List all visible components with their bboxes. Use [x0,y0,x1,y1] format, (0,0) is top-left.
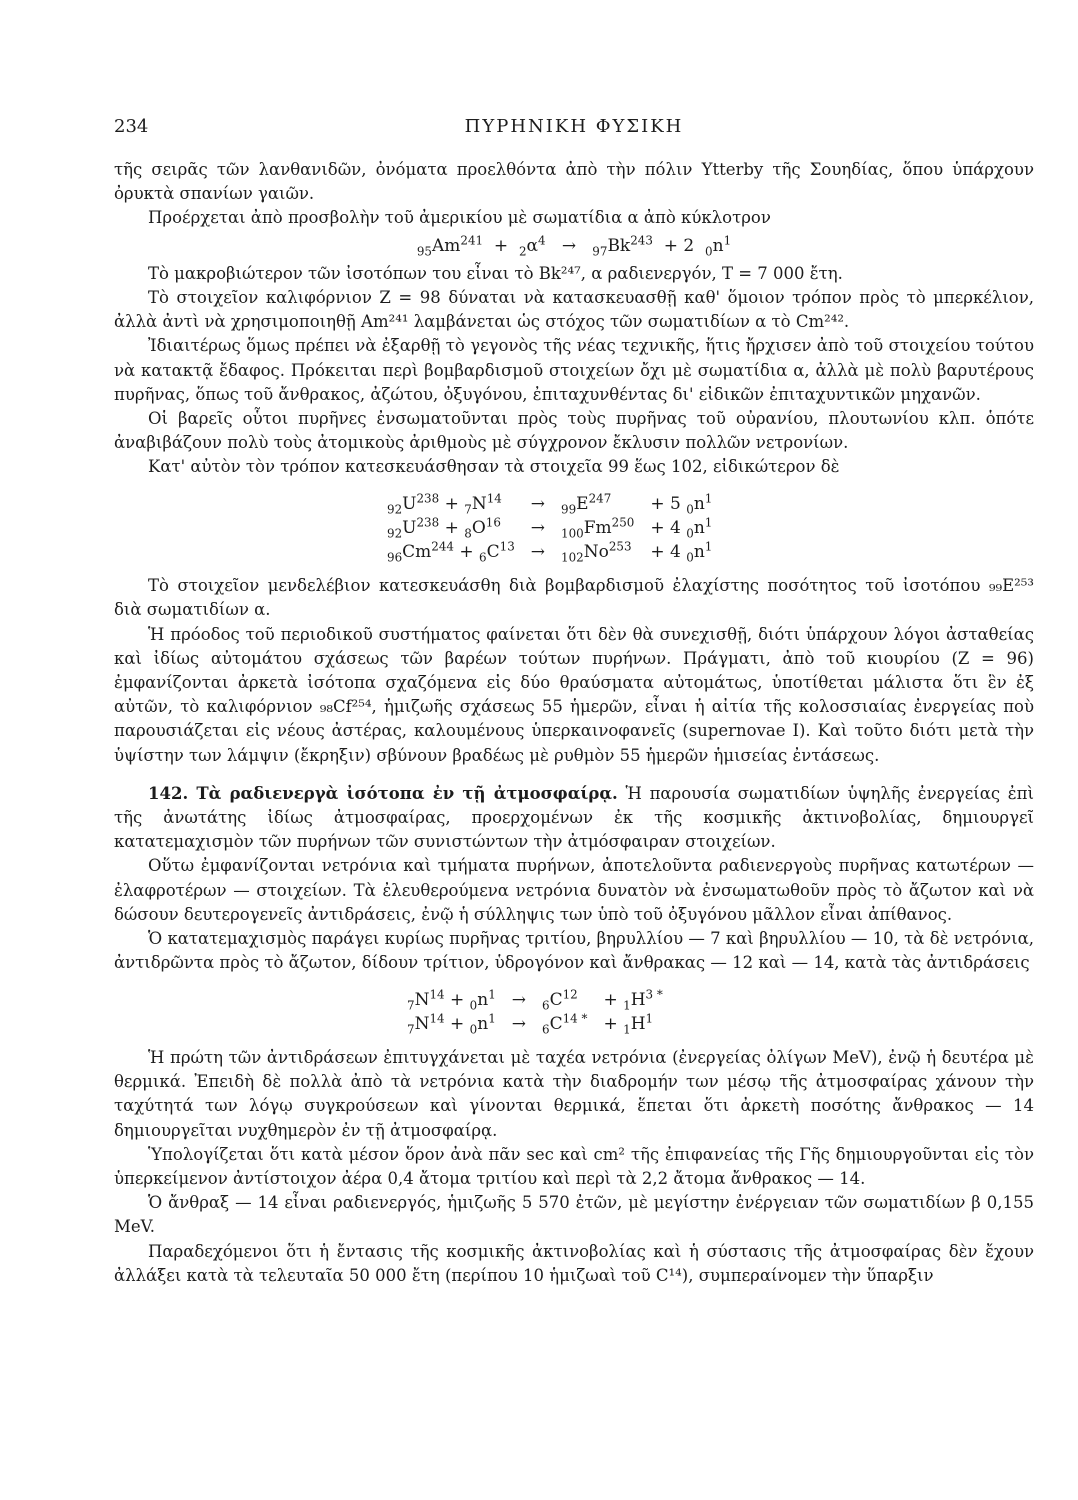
reaction-row: $_{96}Cm^{244} + _6C^{13}$ → $_{102}No^{253}$ + 4 $_0n^1$ [387,539,713,565]
paragraph-2: Προέρχεται ἀπὸ προσβολὴν τοῦ ἀμερικίου μὲ σωματίδια α ἀπὸ κύκλοτρον [148,208,771,228]
section-intro: Ἡ παρουσία σωματιδίων ὑψηλῆς ἐνεργείας ἐπὶ τῆς ἀνωτάτης ἰδίως ἀτμοσφαίρας, προερχομένων ἐκ τῆς κοσμικῆς ἀκτινοβολίας, δημιουργεῖ κατατεμαχισμὸν τῶν πυρήνων τῶν συνιστώντων τὴν ἀτμόσφαιραν στοιχείων. [114,783,1034,852]
page-number: 234 [114,116,149,137]
paragraph-8: Τὸ στοιχεῖον μενδελέβιον κατεσκευάσθη διὰ βομβαρδισμοῦ ἐλαχίστης ποσότητος τοῦ ἰσοτόπου ₉₉E²⁵³ διὰ σωματιδίων α. [114,576,1034,620]
page-header [114,116,1034,146]
reaction-row: $_7N^{14} + _0n^1$ → $_6C^{12}$ + $_1H^{3 *}$ [407,986,663,1012]
paragraph-1: τῆς σειρᾶς τῶν λανθανιδῶν, ὀνόματα προελθόντα ἀπὸ τὴν πόλιν Ytterby τῆς Σουηδίας, ὅπου ὑπάρχουν ὀρυκτὰ σπανίων γαιῶν. [114,160,1034,204]
paragraph-5: Ἰδιαιτέρως ὅμως πρέπει νὰ ἐξαρθῇ τὸ γεγονὸς τῆς νέας τεχνικῆς, ἥτις ἤρχισεν ἀπὸ τοῦ στοιχείου τούτου νὰ κατακτᾷ ἔδαφος. Πρόκειται περὶ βομβαρδισμοῦ στοιχείων ὄχι μὲ σωματίδια α, ἀλλὰ μὲ πολὺ βαρυτέρους πυρῆνας, ὅπως τοῦ ἄνθρακος, ἀζώτου, ὀξυγόνου, ἐπιταχυνθέντας δι' εἰδικῶν ἐπιταχυντικῶν μηχανῶν. [114,336,1034,404]
section-142 [114,782,1034,855]
reactions-table-heavy-ions [379,492,720,565]
paragraph-14: Ὁ ἄνθραξ — 14 εἶναι ραδιενεργός, ἡμιζωῆς 5 570 ἐτῶν, μὲ μεγίστην ἐνέργειαν τῶν σωματιδίων β 0,155 MeV. [114,1193,1034,1237]
reaction-row: $_{92}U^{238} + _8O^{16}$ → $_{100}Fm^{250}$ + 4 $_0n^1$ [387,515,713,541]
paragraph-3: Τὸ μακροβιώτερον τῶν ἰσοτόπων του εἶναι τὸ Bk²⁴⁷, α ραδιενεργόν, T = 7 000 ἔτη. [148,263,843,283]
equation-americium: $_{95}Am^{241} + _2\alpha^4$ → $_{97}Bk^{243} + 2$ $_0n^1$ [416,232,732,258]
paragraph-13: Ὑπολογίζεται ὅτι κατὰ μέσον ὅρον ἀνὰ πᾶν sec καὶ cm² τῆς ἐπιφανείας τῆς Γῆς δημιουργοῦνται εἰς τὸν ὑπερκείμενον ἀντίστοιχον ἀέρα 0,4 ἄτομα τριτίου καὶ περὶ τὰ 2,2 ἄτομα ἄνθρακος — 14. [114,1144,1034,1188]
paragraph-15: Παραδεχόμενοι ὅτι ἡ ἔντασις τῆς κοσμικῆς ἀκτινοβολίας καὶ ἡ σύστασις τῆς ἀτμοσφαίρας δὲν ἔχουν ἀλλάξει κατὰ τὰ τελευταῖα 50 000 ἔτη (περίπου 10 ἡμιζωαὶ τοῦ C¹⁴), συμπεραίνομεν τὴν ὕπαρξιν [114,1241,1034,1285]
reaction-row: $_7N^{14} + _0n^1$ → $_6C^{14 *}$ + $_1H^1$ [407,1011,654,1037]
running-title: ΠΥΡΗΝΙΚΗ ΦΥΣΙΚΗ [464,116,684,137]
paragraph-6: Οἱ βαρεῖς οὗτοι πυρῆνες ἐνσωματοῦνται πρὸς τοὺς πυρῆνας τοῦ οὐρανίου, πλουτωνίου κλπ. ὁπότε ἀναβιβάζουν πολὺ τοὺς ἀτομικοὺς ἀριθμοὺς μὲ σύγχρονον ἔκλυσιν πολλῶν νετρονίων. [114,409,1034,453]
reactions-table-nitrogen [399,988,671,1036]
paragraph-10: Οὕτω ἐμφανίζονται νετρόνια καὶ τμήματα πυρήνων, ἀποτελοῦντα ραδιενεργοὺς πυρῆνας κατωτέρων — ἐλαφροτέρων — στοιχείων. Τὰ ἐλευθερούμενα νετρόνια δυνατὸν νὰ ἐνσωματωθοῦν πρὸς τὸ ἄζωτον καὶ νὰ δώσουν δευτερογενεῖς ἀντιδράσεις, ἐνῷ ἡ σύλληψις των ὑπὸ τοῦ ὀξυγόνου μᾶλλον εἶναι ἀπίθανος. [114,856,1034,924]
page-body [114,158,1034,1288]
paragraph-4: Τὸ στοιχεῖον καλιφόρνιον Z = 98 δύναται νὰ κατασκευασθῇ καθ' ὅμοιον τρόπον πρὸς τὸ μπερκέλιον, ἀλλὰ ἀντὶ νὰ χρησιμοποιηθῇ Am²⁴¹ λαμβάνεται ὡς στόχος τῶν σωματιδίων α τὸ Cm²⁴². [114,288,1034,332]
paragraph-7: Κατ' αὐτὸν τὸν τρόπον κατεσκευάσθησαν τὰ στοιχεῖα 99 ἕως 102, εἰδικώτερον δὲ [148,457,840,477]
paragraph-9: Ἡ πρόοδος τοῦ περιοδικοῦ συστήματος φαίνεται ὅτι δὲν θὰ συνεχισθῇ, διότι ὑπάρχουν λόγοι ἀσταθείας καὶ ἰδίως αὐτομάτου σχάσεως τῶν βαρέων τούτων πυρήνων. Πράγματι, ἀπὸ τοῦ κιουρίου (Z = 96) ἐμφανίζονται ἀρκετὰ ἰσότοπα σχαζόμενα εἰς δύο θραύσματα αὐτομάτως, ὑποτίθεται μάλιστα ὅτι ἓν ἐξ αὐτῶν, τὸ καλιφόρνιον ₉₈Cf²⁵⁴, ἡμιζωῆς σχάσεως 55 ἡμερῶν, εἶναι ἡ αἰτία τῆς κολοσσιαίας ἐνεργείας ποὺ παρουσιάζεται εἰς νέους ἀστέρας, καλουμένους ὑπερκαινοφανεῖς (supernovae I). Καὶ τοῦτο διότι μετὰ τὴν ὑψίστην των λάμψιν (ἔκρηξιν) σβύνουν βραδέως μὲ ρυθμὸν 55 ἡμερῶν ἡμισείας ἐντάσεως. [114,624,1034,765]
paragraph-11: Ὁ κατατεμαχισμὸς παράγει κυρίως πυρῆνας τριτίου, βηρυλλίου — 7 καὶ βηρυλλίου — 10, τὰ δὲ νετρόνια, ἀντιδρῶντα πρὸς τὸ ἄζωτον, δίδουν τρίτιον, ὑδρογόνον καὶ ἄνθρακας — 12 καὶ — 14, κατὰ τὰς ἀντιδράσεις [114,929,1034,973]
reaction-row: $_{92}U^{238} + _7N^{14}$ → $_{99}E^{247}$ + 5 $_0n^1$ [387,490,713,517]
section-heading: 142. Τὰ ραδιενεργὰ ἰσότοπα ἐν τῇ ἀτμοσφαίρᾳ. [148,783,618,803]
paragraph-12: Ἡ πρώτη τῶν ἀντιδράσεων ἐπιτυγχάνεται μὲ ταχέα νετρόνια (ἐνεργείας ὀλίγων MeV), ἐνῷ ἡ δευτέρα μὲ θερμικά. Ἐπειδὴ δὲ πολλὰ ἀπὸ τὰ νετρόνια κατὰ τὴν διαδρομήν των μέσῳ τῆς ἀτμοσφαίρας χάνουν τὴν ταχύτητά των λόγῳ συγκρούσεων καὶ γίνονται θερμικά, ἕπεται ὅτι ἀρκετὴ ποσότης ἄνθρακος — 14 δημιουργεῖται νυχθημερὸν ἐν τῇ ἀτμοσφαίρᾳ. [114,1047,1034,1140]
